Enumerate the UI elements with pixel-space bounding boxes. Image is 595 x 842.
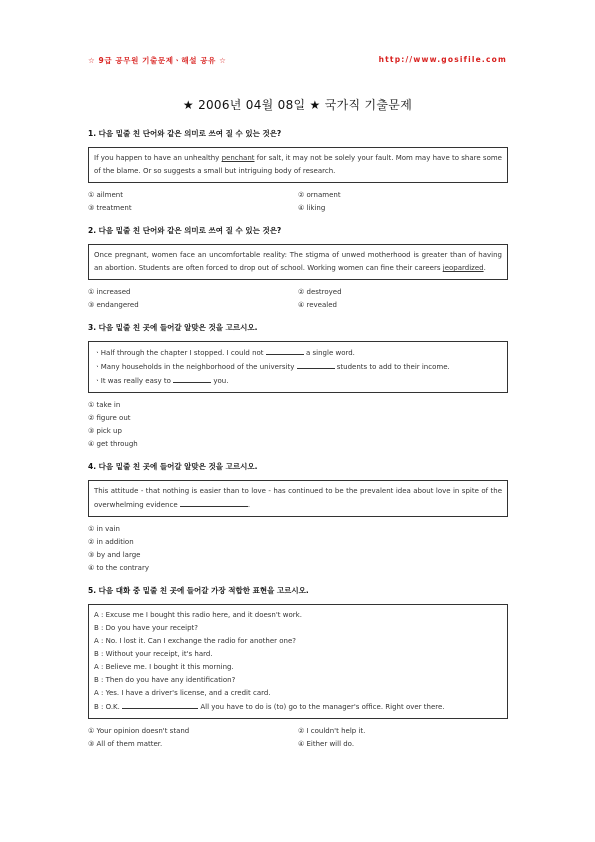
option-4: ④ Either will do.	[298, 740, 355, 748]
option-1: ① increased	[88, 288, 131, 296]
dialogue-line: B : Without your receipt, it's hard.	[94, 650, 213, 658]
passage-text: If you happen to have an unhealthy	[94, 154, 222, 162]
sentence-3	[94, 374, 502, 388]
dialogue-line: A : Believe me. I bought it this morning.	[94, 663, 234, 671]
question-3-passage	[88, 341, 508, 393]
passage-text: for salt, it may not be solely your fault. Mom may have to share some of the blame. Or so suggests a small but intriguing body of research.	[94, 154, 502, 175]
question-1-options	[88, 189, 508, 215]
option-2: ② ornament	[298, 191, 341, 199]
dialogue-line: A : Excuse me I bought this radio here, and it doesn't work.	[94, 611, 302, 619]
question-2-passage	[88, 244, 508, 280]
option-1: ① Your opinion doesn't stand	[88, 727, 190, 735]
passage-text: This attitude - that nothing is easier than to love - has continued to be the prevalent idea about love in spite of the overwhelming evidence	[94, 487, 502, 509]
option-3: ③ pick up	[88, 427, 122, 435]
sentence-text: students to add to their income.	[334, 363, 450, 371]
passage-text: Once pregnant, women face an uncomfortable reality: The stigma of unwed motherhood is greater than of having an abortion. Students are often forced to drop out of school. Working women can fine their careers	[94, 251, 502, 272]
underlined-word: jeopardized	[442, 264, 484, 272]
option-2: ② I couldn't help it.	[298, 727, 366, 735]
dialogue-text: B : O.K.	[94, 703, 123, 711]
blank	[297, 360, 335, 369]
option-1: ① ailment	[88, 191, 123, 199]
dialogue-line-blank	[94, 700, 502, 714]
sentence-text: a single word.	[303, 349, 355, 357]
blank	[122, 700, 198, 709]
option-4: ④ liking	[298, 204, 326, 212]
option-2: ② in addition	[88, 538, 134, 546]
dialogue-line: A : No. I lost it. Can I exchange the radio for another one?	[94, 637, 297, 645]
question-4-passage	[88, 480, 508, 517]
question-1-text: 1. 다음 밑줄 친 단어와 같은 의미로 쓰여 질 수 있는 것은?	[88, 129, 282, 138]
question-4-text: 4. 다음 밑줄 친 곳에 들어갈 알맞은 것을 고르시오.	[88, 462, 258, 471]
underlined-word: penchant	[221, 154, 255, 162]
blank	[180, 498, 251, 509]
header-site-url[interactable]: http://www.gosifile.com	[378, 55, 507, 64]
option-3: ③ by and large	[88, 551, 141, 559]
dialogue-line: B : Then do you have any identification?	[94, 676, 236, 684]
option-3: ③ All of them matter.	[88, 740, 163, 748]
question-2-text: 2. 다음 밑줄 친 단어와 같은 의미로 쓰여 질 수 있는 것은?	[88, 226, 282, 235]
passage-text: .	[247, 501, 251, 509]
dialogue-line: B : Do you have your receipt?	[94, 624, 198, 632]
option-2: ② figure out	[88, 414, 131, 422]
option-1: ① take in	[88, 401, 121, 409]
sentence-1	[94, 346, 502, 360]
sentence-text: ㆍHalf through the chapter I stopped. I could not	[94, 349, 266, 357]
header-left-text: ☆ 9급 공무원 기출문제ㆍ해설 공유 ☆	[88, 56, 227, 65]
option-1: ① in vain	[88, 525, 120, 533]
passage-text: .	[483, 264, 486, 272]
sentence-text: ㆍMany households in the neighborhood of the university	[94, 363, 297, 371]
sentence-text: you.	[211, 377, 229, 385]
question-3-text: 3. 다음 밑줄 친 곳에 들어갈 알맞은 것을 고르시오.	[88, 323, 258, 332]
option-4: ④ get through	[88, 440, 138, 448]
exam-content	[88, 128, 508, 761]
option-3: ③ endangered	[88, 301, 139, 309]
page-title: ★ 2006년 04월 08일 ★ 국가직 기출문제	[182, 98, 413, 112]
option-3: ③ treatment	[88, 204, 132, 212]
sentence-text: ㆍIt was really easy to	[94, 377, 174, 385]
question-4-options	[88, 523, 508, 575]
question-2-options	[88, 286, 508, 312]
question-5-options	[88, 725, 508, 751]
sentence-2	[94, 360, 502, 374]
blank	[173, 374, 211, 383]
dialogue-text: All you have to do is (to) go to the manager's office. Right over there.	[198, 703, 445, 711]
blank	[266, 346, 304, 355]
dialogue-line: A : Yes. I have a driver's license, and a credit card.	[94, 689, 271, 697]
question-5-dialogue	[88, 604, 508, 719]
question-5-text: 5. 다음 대화 중 밑줄 친 곳에 들어갈 가장 적합한 표현을 고르시오.	[88, 586, 309, 595]
question-3-options	[88, 399, 508, 451]
option-2: ② destroyed	[298, 288, 342, 296]
option-4: ④ revealed	[298, 301, 337, 309]
question-1-passage	[88, 147, 508, 183]
option-4: ④ to the contrary	[88, 564, 149, 572]
